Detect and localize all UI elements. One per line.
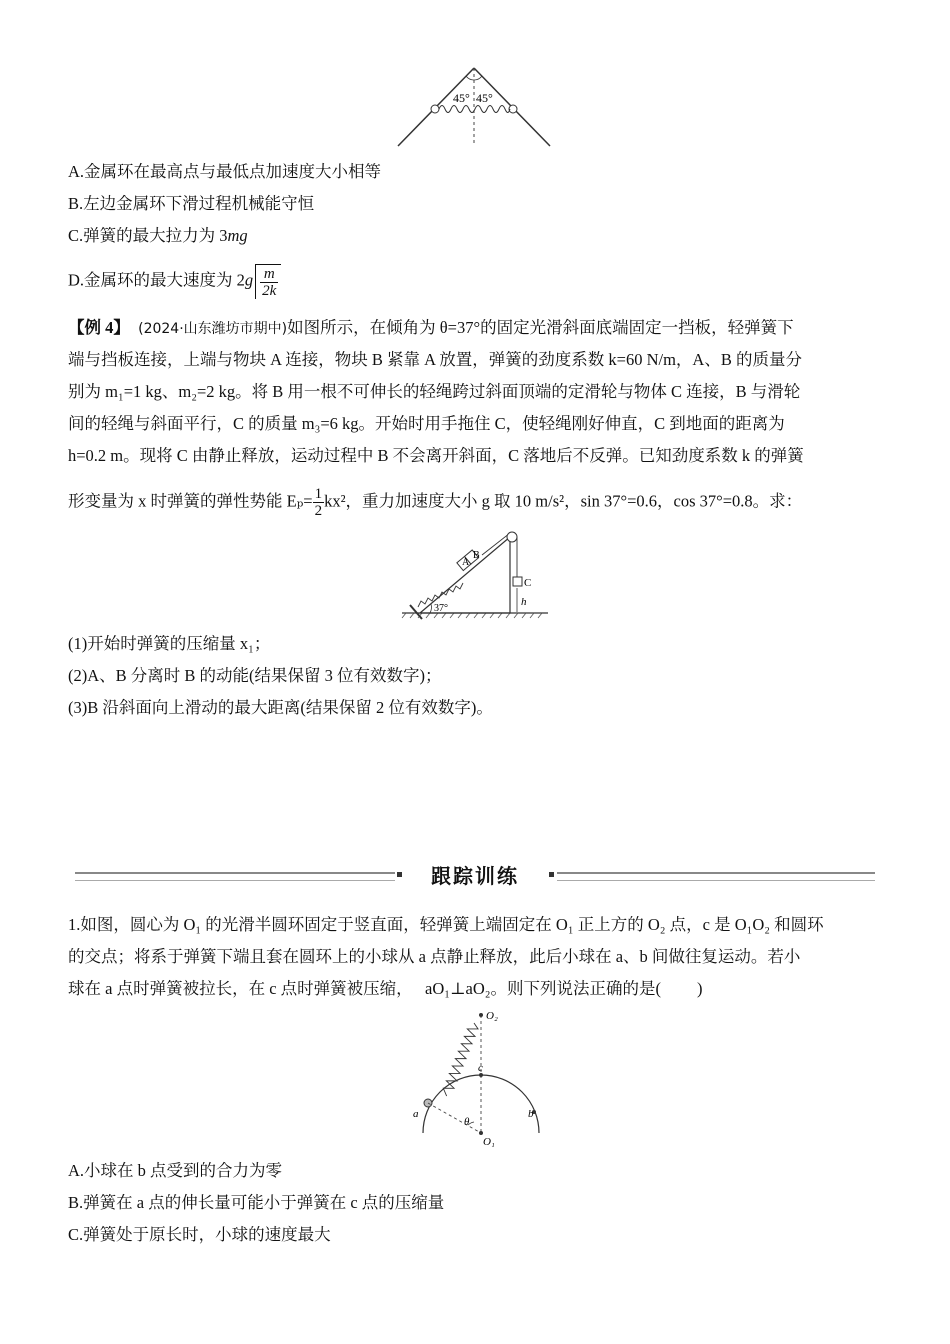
section-rule-right-thin <box>557 880 875 881</box>
section-dot-left <box>397 872 402 877</box>
incline-angle-label: 37° <box>434 603 448 614</box>
example4-l6a: 形变量为 x 时弹簧的弹性势能 Eₚ= <box>68 491 313 511</box>
height-label: h <box>521 596 527 608</box>
example4-line3: 别为 m₁=1 kg、m₂=2 kg。将 B 用一根不可伸长的轻绳跨过斜面顶端的定滑轮与物体 C 连接，B 与滑轮 <box>68 382 801 401</box>
section-dot-right <box>549 872 554 877</box>
spring-rods-figure <box>390 62 560 152</box>
example4-l6b: kx²，重力加速度大小 g 取 10 m/s²，sin 37°=0.6，cos 37°=0.8。求： <box>324 491 803 511</box>
a-label: a <box>413 1108 419 1120</box>
section-rule-right <box>557 872 875 874</box>
example4-q3: (3)B 沿斜面向上滑动的最大距离(结果保留 2 位有效数字)。 <box>68 698 493 717</box>
block-a-label: A <box>462 557 470 568</box>
theta-label: θ <box>464 1116 470 1128</box>
option-d <box>68 264 281 299</box>
practice1-option-b: B.弹簧在 a 点的伸长量可能小于弹簧在 c 点的压缩量 <box>68 1193 445 1212</box>
frac-den: 2k <box>262 283 277 299</box>
semicircle-figure <box>408 1005 558 1155</box>
b-label: b <box>528 1108 534 1120</box>
angle-left-label: 45° <box>453 91 470 105</box>
c-label: c <box>478 1062 483 1074</box>
angle-right-label: 45° <box>476 91 493 105</box>
option-c <box>68 226 248 246</box>
practice1-line1: 1.如图，圆心为 O₁ 的光滑半圆环固定于竖直面，轻弹簧上端固定在 O₁ 正上方的 O₂ 点，c 是 O₁O₂ 和圆环 <box>68 915 824 934</box>
section-rule-left <box>75 872 395 874</box>
practice1-line2: 的交点；将系于弹簧下端且套在圆环上的小球从 a 点静止释放，此后小球在 a、b 间做往复运动。若小 <box>68 947 801 966</box>
block-b-label: B <box>473 550 480 561</box>
o1-label: O₁ <box>483 1136 495 1148</box>
example4-line1 <box>68 318 794 339</box>
example4-line6 <box>68 486 802 519</box>
option-d-g: g <box>244 270 254 290</box>
example4-source: (2024·山东潍坊市期中) <box>138 321 288 337</box>
incline-figure <box>400 525 550 620</box>
example4-line4: 间的轻绳与斜面平行，C 的质量 m₃=6 kg。开始时用手拖住 C，使轻绳刚好伸直，C 到地面的距离为 <box>68 414 785 433</box>
option-b: B.左边金属环下滑过程机械能守恒 <box>68 194 315 213</box>
example4-tag: 【例 4】 <box>68 318 130 337</box>
option-d-text: D.金属环的最大速度为 2 <box>68 270 245 290</box>
practice1-option-c: C.弹簧处于原长时，小球的速度最大 <box>68 1225 331 1244</box>
option-c-text: C.弹簧的最大拉力为 3 <box>68 226 228 245</box>
example4-l1: 如图所示，在倾角为 θ=37°的固定光滑斜面底端固定一挡板，轻弹簧下 <box>287 318 794 337</box>
practice1-option-a: A.小球在 b 点受到的合力为零 <box>68 1161 283 1180</box>
energy-frac-num: 1 <box>314 486 323 502</box>
option-a: A.金属环在最高点与最低点加速度大小相等 <box>68 162 382 181</box>
section-rule-left-thin <box>75 880 395 881</box>
example4-q1: (1)开始时弹簧的压缩量 x₁； <box>68 634 271 653</box>
section-title-bar <box>75 856 875 892</box>
section-title: 跟踪训练 <box>431 864 519 888</box>
practice1-l3b: aO₁⊥aO₂。则下列说法正确的是( <box>425 979 662 998</box>
example4-q2: (2)A、B 分离时 B 的动能(结果保留 3 位有效数字)； <box>68 666 442 685</box>
option-c-var: mg <box>227 226 248 245</box>
practice1-l3a: 球在 a 点时弹簧被拉长，在 c 点时弹簧被压缩， <box>68 979 413 998</box>
block-c-label: C <box>524 577 532 589</box>
practice1-l3c: ) <box>697 979 703 998</box>
frac-num: m <box>260 266 278 283</box>
energy-fraction <box>313 486 325 519</box>
o2-label: O₂ <box>486 1010 498 1022</box>
example4-line2: 端与挡板连接，上端与物块 A 连接，物块 B 紧靠 A 放置，弹簧的劲度系数 k=60 N/m，A、B 的质量分 <box>68 350 802 369</box>
practice1-line3 <box>68 979 703 999</box>
energy-frac-den: 2 <box>314 503 323 519</box>
sqrt-fraction <box>260 266 278 299</box>
example4-line5: h=0.2 m。现将 C 由静止释放，运动过程中 B 不会离开斜面，C 落地后不反弹。已知劲度系数 k 的弹簧 <box>68 446 804 465</box>
sqrt-expression <box>255 264 281 299</box>
